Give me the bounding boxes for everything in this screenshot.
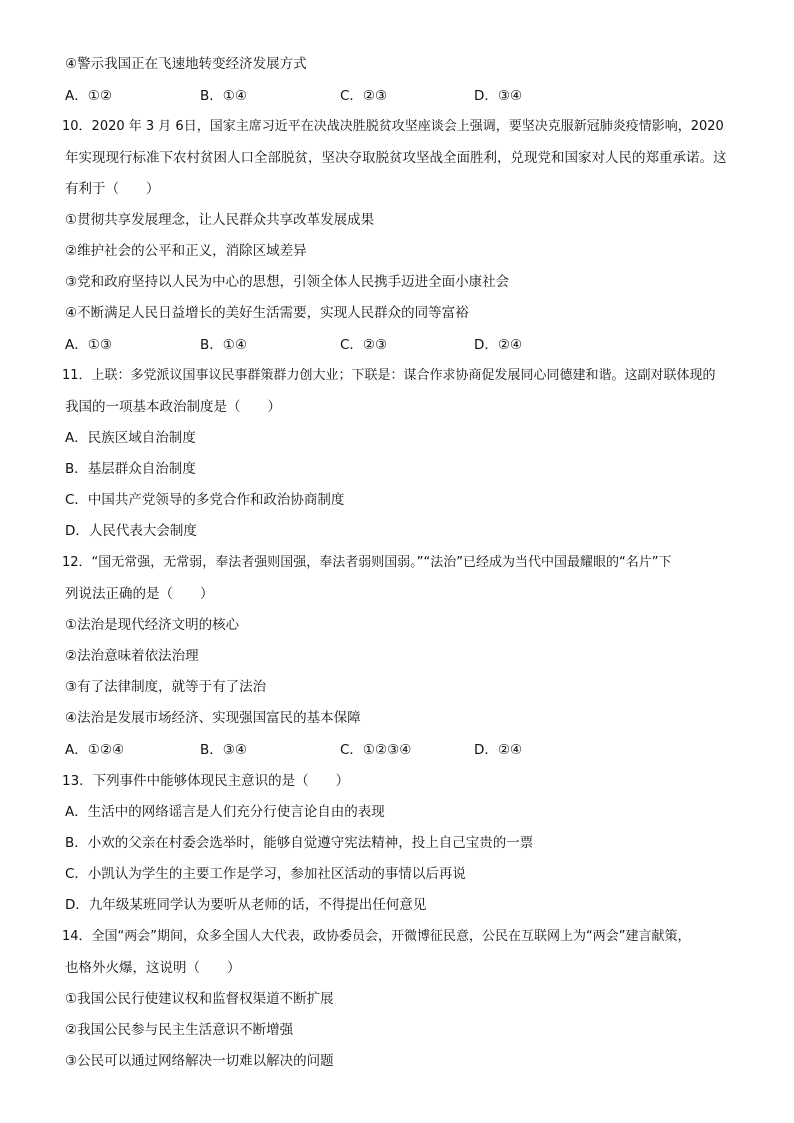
prev-option-b: B．①④ (200, 88, 247, 104)
q12-item-2: ②法治意味着依法治理 (65, 648, 199, 664)
q14-item-3: ③公民可以通过网络解决一切难以解决的问题 (65, 1053, 334, 1069)
q12-item-3: ③有了法律制度，就等于有了法治 (65, 679, 267, 695)
q10-option-d: D．②④ (474, 337, 523, 353)
q12-option-c: C．①②③④ (340, 742, 412, 758)
q12-option-b: B．③④ (200, 742, 247, 758)
prev-option-c: C．②③ (340, 88, 388, 104)
q13-choice-d: D．九年级某班同学认为要听从老师的话，不得提出任何意见 (65, 897, 427, 913)
q10-item-2: ②维护社会的公平和正义，消除区域差异 (65, 243, 307, 259)
q10-option-a: A．①③ (65, 337, 112, 353)
q12-stem-line-1: 12．“国无常强，无常弱，奉法者强则国强，奉法者弱则国弱。”“法治”已经成为当代中国最耀眼的“名片”下 (62, 555, 672, 570)
prev-option-d: D．③④ (474, 88, 523, 104)
q11-stem-line-1: 11．上联：多党派议国事议民事群策群力创大业；下联是：谋合作求协商促发展同心同德建和谐。这副对联体现的 (62, 368, 716, 383)
q14-item-1: ①我国公民行使建议权和监督权渠道不断扩展 (65, 991, 334, 1007)
q10-option-b: B．①④ (200, 337, 247, 353)
prev-option-a: A．①② (65, 88, 112, 104)
q12-option-a: A．①②④ (65, 742, 125, 758)
q14-stem-line-1: 14．全国“两会”期间，众多全国人大代表，政协委员会，开微博征民意，公民在互联网上为“两会”建言献策， (62, 929, 691, 944)
q10-item-1: ①贯彻共享发展理念，让人民群众共享改革发展成果 (65, 212, 375, 228)
q11-choice-c: C．中国共产党领导的多党合作和政治协商制度 (65, 492, 345, 508)
q10-stem-line-3: 有利于（ ） (65, 181, 160, 197)
q10-item-3: ③党和政府坚持以人民为中心的思想，引领全体人民携手迈进全面小康社会 (65, 274, 510, 290)
q12-item-1: ①法治是现代经济文明的核心 (65, 617, 240, 633)
q10-stem-line-2: 年实现现行标准下农村贫困人口全部脱贫，坚决夺取脱贫攻坚战全面胜利，兑现党和国家对人民的郑重承诺。这 (65, 150, 727, 166)
q13-choice-b: B．小欢的父亲在村委会选举时，能够自觉遵守宪法精神，投上自己宝贵的一票 (65, 835, 534, 851)
q11-choice-a: A．民族区域自治制度 (65, 430, 196, 446)
q11-choice-d: D．人民代表大会制度 (65, 523, 197, 539)
q10-stem-line-1: 10．2020 年 3 月 6日，国家主席习近平在决战决胜脱贫攻坚座谈会上强调，要坚决克服新冠肺炎疫情影响，2020 (62, 119, 724, 134)
q11-stem-line-2: 我国的一项基本政治制度是（ ） (65, 399, 281, 415)
q13-choice-a: A．生活中的网络谣言是人们充分行使言论自由的表现 (65, 804, 385, 820)
prev-item-4: ④警示我国正在飞速地转变经济发展方式 (65, 56, 307, 72)
q12-stem-line-2: 列说法正确的是（ ） (65, 586, 214, 602)
q12-option-d: D．②④ (474, 742, 523, 758)
q10-item-4: ④不断满足人民日益增长的美好生活需要，实现人民群众的同等富裕 (65, 305, 469, 321)
q13-stem-line-1: 13．下列事件中能够体现民主意识的是（ ） (62, 773, 350, 789)
q10-option-c: C．②③ (340, 337, 388, 353)
q14-stem-line-2: 也格外火爆，这说明（ ） (65, 960, 241, 976)
q14-item-2: ②我国公民参与民主生活意识不断增强 (65, 1022, 294, 1038)
q13-choice-c: C．小凯认为学生的主要工作是学习，参加社区活动的事情以后再说 (65, 866, 466, 882)
q12-item-4: ④法治是发展市场经济、实现强国富民的基本保障 (65, 710, 361, 726)
q11-choice-b: B．基层群众自治制度 (65, 461, 196, 477)
